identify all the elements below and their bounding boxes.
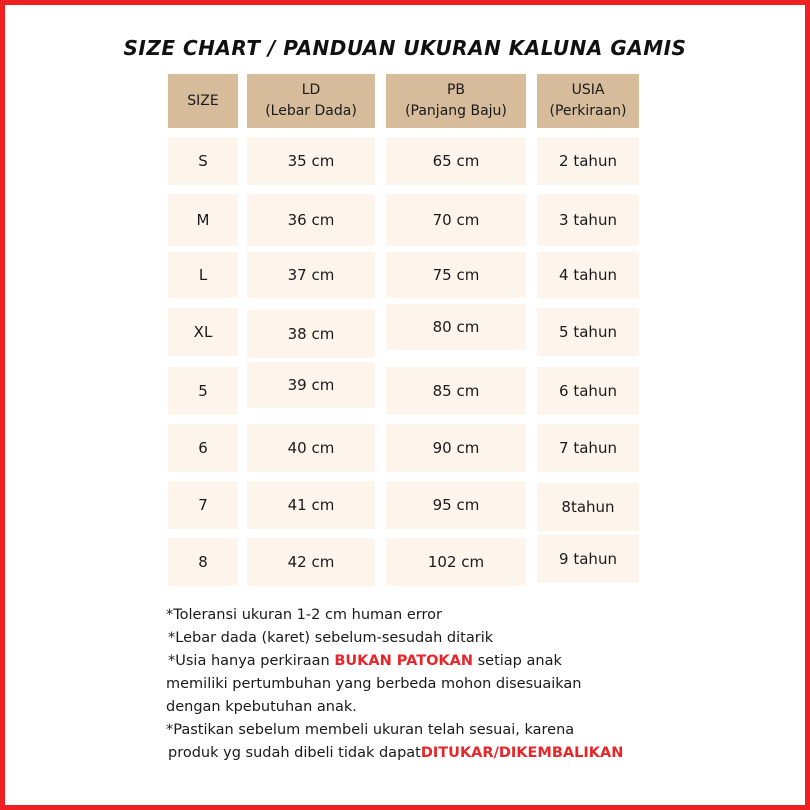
header-usia-sub: (Perkiraan) [549,103,627,119]
cell-size-6: 6 [168,424,238,472]
note-age-estimate [166,650,686,673]
cell-ld-l: 37 cm [247,252,375,298]
header-pb-label: PB [446,82,466,98]
cell-ld-xl: 38 cm [247,310,375,358]
cell-size-xl: XL [168,308,238,356]
note-chest-width: *Lebar dada (karet) sebelum-sesudah ditarik [168,630,494,646]
header-usia [537,74,639,128]
note-age-text-end: setiap anak [473,653,562,669]
cell-pb-5: 85 cm [386,367,526,415]
cell-pb-6: 90 cm [386,424,526,472]
note-no-return-highlight: DITUKAR/DIKEMBALIKAN [420,745,624,761]
page-title: SIZE CHART / PANDUAN UKURAN KALUNA GAMIS [123,36,687,60]
cell-usia-7: 8tahun [537,483,639,531]
note-tolerance: *Toleransi ukuran 1-2 cm human error [166,607,442,623]
header-ld [247,74,375,128]
cell-usia-l: 4 tahun [537,252,639,298]
cell-size-s: S [168,137,238,185]
header-usia-label: USIA [571,82,605,98]
cell-ld-m: 36 cm [247,194,375,246]
header-pb [386,74,526,128]
cell-usia-s: 2 tahun [537,137,639,185]
cell-ld-6: 40 cm [247,424,375,472]
note-no-return-text: produk yg sudah dibeli tidak dapat [168,745,421,761]
header-ld-sub: (Lebar Dada) [265,103,357,119]
cell-size-8: 8 [168,538,238,586]
note-growth: memiliki pertumbuhan yang berbeda mohon disesuaikan [166,676,582,692]
header-size-label: SIZE [187,92,219,109]
cell-usia-5: 6 tahun [537,367,639,415]
cell-pb-8: 102 cm [386,538,526,586]
notes-section [166,604,686,765]
header-ld-label: LD [301,82,321,98]
cell-pb-s: 65 cm [386,137,526,185]
cell-usia-6: 7 tahun [537,424,639,472]
note-age-text: *Usia hanya perkiraan [168,653,335,669]
cell-ld-7: 41 cm [247,481,375,529]
header-pb-sub: (Panjang Baju) [405,103,507,119]
cell-usia-m: 3 tahun [537,194,639,246]
note-confirm-size: *Pastikan sebelum membeli ukuran telah sesuai, karena [166,722,575,738]
cell-usia-8: 9 tahun [537,535,639,583]
cell-ld-5: 39 cm [247,362,375,408]
cell-pb-l: 75 cm [386,252,526,298]
header-size [168,74,238,128]
cell-size-5: 5 [168,367,238,415]
cell-ld-s: 35 cm [247,137,375,185]
cell-ld-8: 42 cm [247,538,375,586]
note-needs: dengan kpebutuhan anak. [166,699,357,715]
cell-size-7: 7 [168,481,238,529]
note-not-standard-highlight: BUKAN PATOKAN [334,653,473,669]
cell-size-m: M [168,194,238,246]
cell-pb-xl: 80 cm [386,304,526,350]
cell-pb-7: 95 cm [386,481,526,529]
cell-size-l: L [168,252,238,298]
cell-usia-xl: 5 tahun [537,308,639,356]
note-no-return [166,742,686,765]
cell-pb-m: 70 cm [386,194,526,246]
